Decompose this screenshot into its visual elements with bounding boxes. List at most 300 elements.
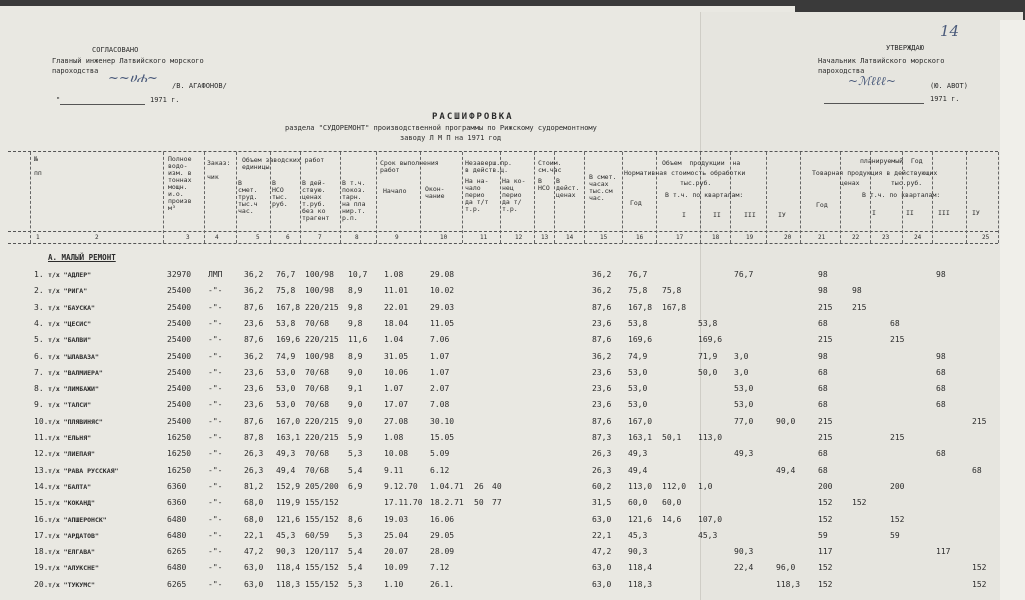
row-number: 18. xyxy=(34,547,49,557)
labor-hours: 68,0 xyxy=(244,498,264,508)
vessel-name: т/х "ЫЛАВАЗА" xyxy=(48,352,99,361)
header-end: Окон- чание xyxy=(425,185,445,200)
vessel-name: т/х "ЕЛГАВА" xyxy=(48,548,95,557)
table-colnum-rule xyxy=(8,243,998,244)
header-plan: В т.ч. покоз. тарн. на пла нир.т. р.п. xyxy=(342,179,366,222)
nso-value: 167,8 xyxy=(276,302,301,312)
column-number: 14 xyxy=(566,234,574,241)
header-planned: планируемый Год xyxy=(860,157,923,165)
document-title: РАСШИФРОВКА xyxy=(432,112,514,122)
column-rule xyxy=(163,152,164,243)
vessel-name: т/х "ЛИМБАЖИ" xyxy=(48,385,99,394)
wip-end: 40 xyxy=(492,481,502,491)
year-output: 49,3 xyxy=(628,449,648,459)
approval-right-date-year: 1971 г. xyxy=(930,95,960,103)
current-price: 60/59 xyxy=(305,530,330,540)
q3-output: 53,0 xyxy=(734,400,754,410)
estimated-hours: 22,1 xyxy=(592,530,612,540)
year-output: 113,0 xyxy=(628,481,653,491)
commodity-year: 152 xyxy=(818,579,833,589)
q2-output: 45,3 xyxy=(698,530,718,540)
header-year: Год xyxy=(630,199,642,207)
row-number: 13. xyxy=(34,465,49,475)
end-date: 29.08 xyxy=(430,270,455,279)
nso-value: 74,9 xyxy=(276,351,296,361)
row-number: 9. xyxy=(34,400,44,410)
commodity-q2: 152 xyxy=(890,514,905,524)
header-by-quarter-right: В т.ч. по кварталам: xyxy=(862,191,941,199)
nso-value: 76,7 xyxy=(276,270,296,279)
column-rule xyxy=(998,152,999,243)
labor-hours: 23,6 xyxy=(244,367,264,377)
commodity-year: 215 xyxy=(818,433,833,442)
row-number: 20. xyxy=(34,579,49,589)
start-date: 22.01 xyxy=(384,302,409,312)
start-date: 1.04 xyxy=(384,335,404,345)
customer: -"- xyxy=(208,433,223,442)
q2-output: 113,0 xyxy=(698,433,723,442)
end-date: 7.06 xyxy=(430,335,450,345)
start-date: 1.08 xyxy=(384,433,404,442)
nso-value: 75,8 xyxy=(276,286,296,296)
current-price: 70/68 xyxy=(305,449,330,459)
plan-value: 9,0 xyxy=(348,400,363,410)
column-number: 4 xyxy=(215,234,219,241)
estimated-hours: 26,3 xyxy=(592,449,612,459)
end-date: 1.07 xyxy=(430,367,450,377)
vessel-name: т/х "ТАЛСИ" xyxy=(48,401,92,410)
commodity-q4: 215 xyxy=(972,416,987,426)
row-number: 5. xyxy=(34,335,44,345)
displacement: 6265 xyxy=(167,547,187,557)
commodity-year: 68 xyxy=(818,318,828,328)
displacement: 6360 xyxy=(167,481,187,491)
header-output-group: Объем продукции на xyxy=(662,159,741,167)
column-number: 17 xyxy=(676,234,684,241)
year-output: 169,6 xyxy=(628,335,653,345)
plan-value: 8,9 xyxy=(348,286,363,296)
year-output: 49,4 xyxy=(628,465,648,475)
estimated-hours: 87,6 xyxy=(592,416,612,426)
estimated-hours: 23,6 xyxy=(592,400,612,410)
header-year-right: Год xyxy=(816,201,828,209)
current-price: 100/98 xyxy=(305,270,334,279)
row-number: 17. xyxy=(34,530,49,540)
labor-hours: 26,3 xyxy=(244,449,264,459)
estimated-hours: 63,0 xyxy=(592,563,612,573)
section-title: А. МАЛЫЙ РЕМОНТ xyxy=(48,253,116,262)
end-date: 7.08 xyxy=(430,400,450,410)
wip-start: 50 xyxy=(474,498,484,508)
displacement: 25400 xyxy=(167,367,192,377)
estimated-hours: 36,2 xyxy=(592,286,612,296)
commodity-q3: 68 xyxy=(936,384,946,394)
header-commodity: Товарная продукция в действующих xyxy=(812,169,938,177)
year-output: 167,8 xyxy=(628,302,653,312)
current-price: 70/68 xyxy=(305,318,330,328)
header-q4: IУ xyxy=(778,211,786,219)
commodity-year: 68 xyxy=(818,384,828,394)
vessel-name: т/х "БАУСКА" xyxy=(48,303,95,312)
end-date: 2.07 xyxy=(430,384,450,394)
labor-hours: 68,0 xyxy=(244,514,264,524)
commodity-q2: 68 xyxy=(890,318,900,328)
current-price: 155/152 xyxy=(305,563,339,573)
end-date: 5.09 xyxy=(430,449,450,459)
current-price: 100/98 xyxy=(305,286,334,296)
estimated-hours: 60,2 xyxy=(592,481,612,491)
year-output: 75,8 xyxy=(628,286,648,296)
current-price: 155/152 xyxy=(305,498,339,508)
start-date: 17.11.70 xyxy=(384,498,423,508)
displacement: 25400 xyxy=(167,384,192,394)
signature-right: ~ℳℓℓℓ~ xyxy=(848,74,896,88)
customer: -"- xyxy=(208,318,223,328)
estimated-hours: 87,3 xyxy=(592,433,612,442)
end-date: 29.03 xyxy=(430,302,455,312)
approval-left-signer: /В. АГАФОНОВ/ xyxy=(172,82,227,90)
displacement: 6480 xyxy=(167,530,187,540)
customer: -"- xyxy=(208,416,223,426)
commodity-year: 117 xyxy=(818,547,833,557)
nso-value: 118,4 xyxy=(276,563,301,573)
customer: -"- xyxy=(208,335,223,345)
customer: ЛМП xyxy=(208,270,223,279)
commodity-year: 68 xyxy=(818,465,828,475)
customer: -"- xyxy=(208,563,223,573)
displacement: 6265 xyxy=(167,579,187,589)
commodity-q3: 98 xyxy=(936,351,946,361)
displacement: 6480 xyxy=(167,514,187,524)
end-date: 10.02 xyxy=(430,286,455,296)
q2-output: 50,0 xyxy=(698,367,718,377)
estimated-hours: 36,2 xyxy=(592,351,612,361)
column-number: 15 xyxy=(600,234,608,241)
labor-hours: 36,2 xyxy=(244,270,264,279)
approval-left-title: СОГЛАСОВАНО xyxy=(92,46,139,54)
approval-right-line1: Начальник Латвийского морского xyxy=(818,57,945,65)
q3-output: 53,0 xyxy=(734,384,754,394)
current-price: 120/117 xyxy=(305,547,339,557)
commodity-q3: 117 xyxy=(936,547,951,557)
plan-value: 9,8 xyxy=(348,302,363,312)
plan-value: 9,8 xyxy=(348,318,363,328)
row-number: 15. xyxy=(34,498,49,508)
plan-value: 6,9 xyxy=(348,481,363,491)
year-output: 53,0 xyxy=(628,367,648,377)
nso-value: 167,0 xyxy=(276,416,301,426)
start-date: 19.03 xyxy=(384,514,409,524)
start-date: 25.04 xyxy=(384,530,409,540)
column-rule xyxy=(462,152,463,243)
column-number: 1 xyxy=(36,234,40,241)
estimated-hours: 63,0 xyxy=(592,579,612,589)
column-rule xyxy=(966,152,967,243)
commodity-q4: 152 xyxy=(972,579,987,589)
commodity-year: 215 xyxy=(818,302,833,312)
commodity-q3: 98 xyxy=(936,270,946,279)
end-date: 11.05 xyxy=(430,318,455,328)
displacement: 16250 xyxy=(167,465,192,475)
q2-output: 169,6 xyxy=(698,335,723,345)
vessel-name: т/х "ЕЛЬНЯ" xyxy=(48,434,92,442)
current-price: 155/152 xyxy=(305,514,339,524)
column-number: 9 xyxy=(395,234,399,241)
displacement: 25400 xyxy=(167,302,192,312)
header-by-quarter: В т.ч. по кварталам: xyxy=(665,191,744,199)
current-price: 70/68 xyxy=(305,400,330,410)
q2-output: 1,0 xyxy=(698,481,713,491)
q4-output: 90,0 xyxy=(776,416,796,426)
column-number: 2 xyxy=(95,234,99,241)
row-number: 14. xyxy=(34,481,49,491)
commodity-q2: 215 xyxy=(890,433,905,442)
column-number: 19 xyxy=(746,234,754,241)
commodity-year: 59 xyxy=(818,530,828,540)
approval-left-line2: пароходства xyxy=(52,67,99,75)
end-date: 30.10 xyxy=(430,416,455,426)
customer: -"- xyxy=(208,384,223,394)
q1-output: 60,0 xyxy=(662,498,682,508)
plan-value: 11,6 xyxy=(348,335,368,345)
estimated-hours: 47,2 xyxy=(592,547,612,557)
q2-output: 107,0 xyxy=(698,514,723,524)
start-date: 11.01 xyxy=(384,286,409,296)
displacement: 32970 xyxy=(167,270,192,279)
header-labor: В смет. труд. тыс.ч час. xyxy=(238,179,258,215)
row-number: 12. xyxy=(34,449,49,459)
customer: -"- xyxy=(208,286,223,296)
labor-hours: 26,3 xyxy=(244,465,264,475)
commodity-year: 215 xyxy=(818,416,833,426)
year-output: 60,0 xyxy=(628,498,648,508)
customer: -"- xyxy=(208,514,223,524)
header-cost-group: Стоим. см.час xyxy=(538,159,562,174)
commodity-year: 215 xyxy=(818,335,833,345)
column-number: 12 xyxy=(515,234,523,241)
commodity-q4: 152 xyxy=(972,563,987,573)
commodity-year: 98 xyxy=(818,286,828,296)
page-number-mark: 14 xyxy=(940,22,960,40)
plan-value: 5,4 xyxy=(348,465,363,475)
displacement: 16250 xyxy=(167,433,192,442)
signature-left: ~~ሀሐ~ xyxy=(108,71,158,86)
commodity-year: 68 xyxy=(818,367,828,377)
q3-output: 90,3 xyxy=(734,547,754,557)
approval-right-title: УТВЕРЖДАЮ xyxy=(886,44,924,52)
wip-end: 77 xyxy=(492,498,502,508)
current-price: 70/68 xyxy=(305,367,330,377)
column-rule xyxy=(340,152,341,243)
vessel-name: т/х "РАВА РУССКАЯ" xyxy=(48,466,119,475)
commodity-q2: 59 xyxy=(890,530,900,540)
labor-hours: 87,6 xyxy=(244,302,264,312)
row-number: 2. xyxy=(34,286,44,296)
header-volume-group: Объем заводских работ единицы xyxy=(242,156,325,171)
q4-output: 118,3 xyxy=(776,579,801,589)
commodity-year: 98 xyxy=(818,270,828,279)
labor-hours: 87,6 xyxy=(244,416,264,426)
start-date: 10.09 xyxy=(384,563,409,573)
plan-value: 5,9 xyxy=(348,433,363,442)
column-number: 10 xyxy=(440,234,448,241)
nso-value: 118,3 xyxy=(276,579,301,589)
approval-right-line2: пароходства xyxy=(818,67,865,75)
row-number: 19. xyxy=(34,563,49,573)
column-number: 6 xyxy=(286,234,290,241)
customer: -"- xyxy=(208,400,223,410)
date-underline-left xyxy=(60,104,145,105)
header-right-q1: I xyxy=(872,209,876,217)
commodity-year: 98 xyxy=(818,351,828,361)
end-date: 7.12 xyxy=(430,563,450,573)
displacement: 25400 xyxy=(167,400,192,410)
vessel-name: т/х "КОКАНД" xyxy=(48,499,95,508)
column-number: 21 xyxy=(818,234,826,241)
column-number: 22 xyxy=(852,234,860,241)
labor-hours: 87,8 xyxy=(244,433,264,442)
nso-value: 45,3 xyxy=(276,530,296,540)
column-number: 20 xyxy=(784,234,792,241)
q1-output: 112,0 xyxy=(662,481,687,491)
labor-hours: 23,6 xyxy=(244,384,264,394)
year-output: 53,0 xyxy=(628,400,648,410)
document-sheet-edge xyxy=(1000,20,1025,600)
plan-value: 8,9 xyxy=(348,351,363,361)
q1-output: 50,1 xyxy=(662,433,682,442)
row-number: 8. xyxy=(34,384,44,394)
commodity-q3: 68 xyxy=(936,367,946,377)
estimated-hours: 23,6 xyxy=(592,318,612,328)
displacement: 25400 xyxy=(167,351,192,361)
plan-value: 5,3 xyxy=(348,530,363,540)
vessel-name: т/х "БАЛТА" xyxy=(48,482,92,491)
row-number: 6. xyxy=(34,351,44,361)
commodity-q1: 152 xyxy=(852,498,867,508)
year-output: 121,6 xyxy=(628,514,653,524)
customer: -"- xyxy=(208,530,223,540)
column-rule xyxy=(236,152,237,243)
column-number: 23 xyxy=(882,234,890,241)
vessel-name: т/х "ВАЛМИЕРА" xyxy=(48,368,103,377)
column-rule xyxy=(534,152,535,243)
estimated-hours: 31,5 xyxy=(592,498,612,508)
approval-right-signer: (Ю. АВОТ) xyxy=(930,82,968,90)
start-date: 1.10 xyxy=(384,579,404,589)
vessel-name: т/х "ЛИЕПАЯ" xyxy=(48,450,95,459)
nso-value: 53,0 xyxy=(276,400,296,410)
end-date: 6.12 xyxy=(430,465,450,475)
nso-value: 53,8 xyxy=(276,318,296,328)
year-output: 53,0 xyxy=(628,384,648,394)
nso-value: 119,9 xyxy=(276,498,301,508)
row-number: 1. xyxy=(34,270,44,279)
q1-output: 167,8 xyxy=(662,302,687,312)
nso-value: 53,0 xyxy=(276,384,296,394)
q3-output: 49,3 xyxy=(734,449,754,459)
row-number: 16. xyxy=(34,514,49,524)
header-norm-value: Нормативная стоимость обработки xyxy=(624,169,746,177)
q4-output: 49,4 xyxy=(776,465,796,475)
start-date: 31.05 xyxy=(384,351,409,361)
plan-value: 10,7 xyxy=(348,270,368,279)
displacement: 16250 xyxy=(167,449,192,459)
labor-hours: 47,2 xyxy=(244,547,264,557)
column-rule xyxy=(766,152,767,243)
header-wip-group: Незаверш.пр. в действ.ц. xyxy=(465,159,512,174)
header-num: № пп xyxy=(34,155,42,177)
table-header-rule xyxy=(8,231,998,232)
end-date: 28.09 xyxy=(430,547,455,557)
column-number: 8 xyxy=(355,234,359,241)
displacement: 6480 xyxy=(167,563,187,573)
vessel-name: т/х "АЛУКСНЕ" xyxy=(48,564,99,573)
start-date: 1.07 xyxy=(384,384,404,394)
header-q2: II xyxy=(713,211,721,219)
row-number: 11. xyxy=(34,433,49,442)
header-right-q4: IУ xyxy=(972,209,980,217)
estimated-hours: 87,6 xyxy=(592,335,612,345)
year-output: 53,8 xyxy=(628,318,648,328)
displacement: 25400 xyxy=(167,318,192,328)
q2-output: 53,8 xyxy=(698,318,718,328)
q3-output: 3,0 xyxy=(734,351,749,361)
nso-value: 90,3 xyxy=(276,547,296,557)
header-thousand-rub: тыс.руб. xyxy=(680,179,712,187)
column-rule xyxy=(30,152,31,243)
end-date: 18.2.71 xyxy=(430,498,464,508)
nso-value: 169,6 xyxy=(276,335,301,345)
column-rule xyxy=(584,152,585,243)
nso-value: 163,1 xyxy=(276,433,301,442)
header-customer: Заказ: чик xyxy=(207,159,231,181)
current-price: 155/152 xyxy=(305,579,339,589)
header-current-prices: В дей- ствую. ценах т.руб. без ко трагент xyxy=(302,179,330,222)
column-number: 24 xyxy=(914,234,922,241)
end-date: 1.07 xyxy=(430,351,450,361)
current-price: 220/215 xyxy=(305,335,339,345)
column-rule xyxy=(622,152,623,243)
labor-hours: 36,2 xyxy=(244,351,264,361)
column-number: 13 xyxy=(541,234,549,241)
year-output: 163,1 xyxy=(628,433,653,442)
plan-value: 9,1 xyxy=(348,384,363,394)
header-nso: В НСО тыс. руб. xyxy=(272,179,288,208)
header-cost-nso: В НСО xyxy=(538,177,550,192)
customer: -"- xyxy=(208,579,223,589)
start-date: 9.11 xyxy=(384,465,404,475)
commodity-year: 152 xyxy=(818,563,833,573)
customer: -"- xyxy=(208,498,223,508)
header-wip-start: На на- чало перио да т/т т.р. xyxy=(465,177,489,213)
customer: -"- xyxy=(208,351,223,361)
vessel-name: т/х "АДЛЕР" xyxy=(48,271,92,279)
nso-value: 49,4 xyxy=(276,465,296,475)
start-date: 27.08 xyxy=(384,416,409,426)
header-q1: I xyxy=(682,211,686,219)
labor-hours: 81,2 xyxy=(244,481,264,491)
commodity-q1: 215 xyxy=(852,302,867,312)
column-number: 25 xyxy=(982,234,990,241)
commodity-year: 152 xyxy=(818,514,833,524)
nso-value: 121,6 xyxy=(276,514,301,524)
commodity-year: 200 xyxy=(818,481,833,491)
vessel-name: т/х "АРДАТОВ" xyxy=(48,531,99,540)
nso-value: 152,9 xyxy=(276,481,301,491)
plan-value: 5,3 xyxy=(348,579,363,589)
approval-left-line1: Главный инженер Латвийского морского xyxy=(52,57,204,65)
q1-output: 14,6 xyxy=(662,514,682,524)
